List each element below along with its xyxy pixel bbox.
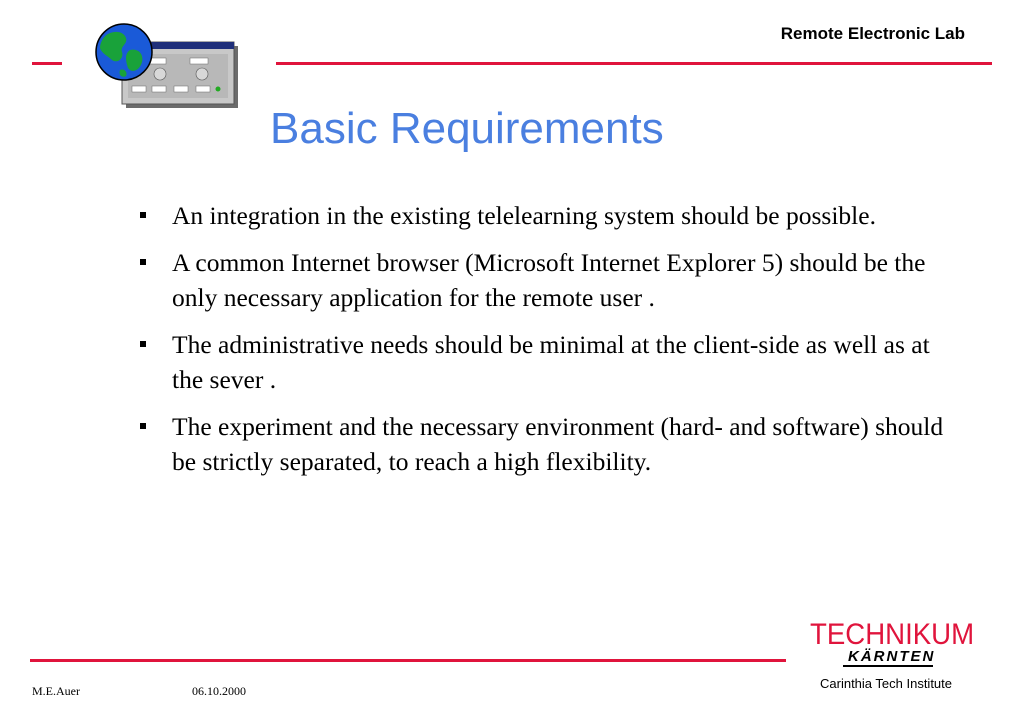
bullet-text: A common Internet browser (Microsoft Internet Explorer 5) should be the only necessary application for the remote user . — [172, 248, 926, 312]
header-title: Remote Electronic Lab — [780, 24, 965, 43]
bullet-list — [132, 198, 962, 491]
footer-date: 06.10.2000 — [192, 684, 246, 698]
list-item — [132, 327, 962, 397]
square-bullet-icon — [140, 341, 146, 347]
list-item — [132, 198, 962, 233]
footer-author: M.E.Auer — [32, 684, 80, 698]
globe-window-icon — [90, 20, 240, 110]
logo-underline — [843, 665, 933, 667]
square-bullet-icon — [140, 212, 146, 218]
footer-rule — [30, 659, 786, 662]
bullet-text: The experiment and the necessary environment (hard- and software) should be strictly separated, to reach a high flexibility. — [172, 412, 944, 476]
header-rule-right — [276, 62, 992, 65]
technikum-logo-text: TECHNIKUM — [810, 618, 975, 651]
header-rule-left — [32, 62, 62, 65]
square-bullet-icon — [140, 259, 146, 265]
slide-title: Basic Requirements — [270, 104, 664, 153]
bullet-text: The administrative needs should be minimal at the client-side as well as at the sever . — [172, 330, 930, 394]
list-item — [132, 409, 962, 479]
institute-name: Carinthia Tech Institute — [820, 676, 952, 691]
list-item — [132, 245, 962, 315]
bullet-text: An integration in the existing telelearning system should be possible. — [172, 201, 876, 230]
kaernten-logo-text: KÄRNTEN — [848, 648, 936, 665]
square-bullet-icon — [140, 423, 146, 429]
